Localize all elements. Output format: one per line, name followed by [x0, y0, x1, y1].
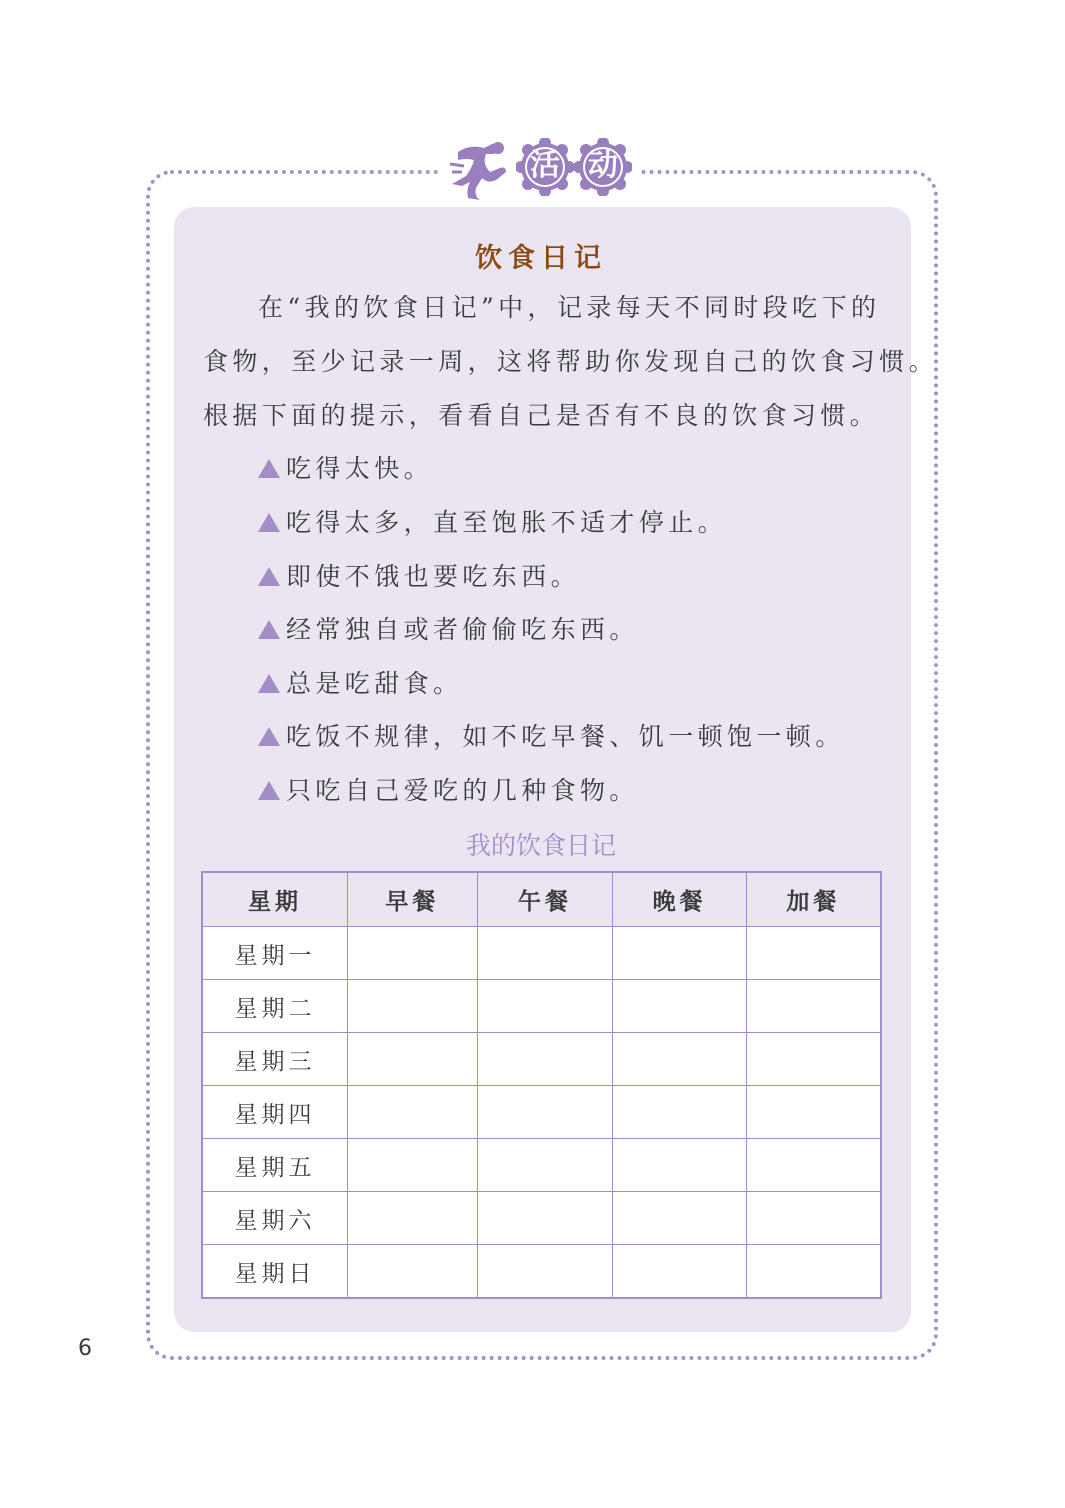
snack-cell[interactable]: [746, 1086, 881, 1139]
dinner-cell[interactable]: [613, 1086, 747, 1139]
row-label: 星期六: [202, 1192, 348, 1245]
bullet-text: 总是吃甜食。: [286, 669, 463, 698]
paragraph-line-2: 食物，至少记录一周，这将帮助你发现自己的饮食习惯。: [203, 347, 939, 376]
triangle-icon: [258, 567, 280, 586]
triangle-icon: [258, 620, 280, 639]
triangle-icon: [258, 459, 280, 478]
bullet-text: 吃得太多，直至饱胀不适才停止。: [286, 508, 728, 537]
lunch-cell[interactable]: [477, 1192, 613, 1245]
bullet-item: [258, 721, 845, 753]
row-label: 星期二: [202, 980, 348, 1033]
lunch-cell[interactable]: [477, 1139, 613, 1192]
table-row: [202, 1086, 881, 1139]
badge-flower-1: [516, 138, 574, 196]
row-label: 星期一: [202, 927, 348, 980]
triangle-icon: [258, 727, 280, 746]
header-dinner: 晚餐: [613, 872, 747, 927]
header-breakfast: 早餐: [348, 872, 478, 927]
snack-cell[interactable]: [746, 1033, 881, 1086]
breakfast-cell[interactable]: [348, 1086, 478, 1139]
snack-cell[interactable]: [746, 1245, 881, 1299]
bullet-item: [258, 561, 580, 593]
breakfast-cell[interactable]: [348, 980, 478, 1033]
breakfast-cell[interactable]: [348, 1245, 478, 1299]
diet-diary-table: [201, 871, 882, 1299]
header-weekday: 星期: [202, 872, 348, 927]
badge-char-2: 动: [588, 148, 618, 183]
lunch-cell[interactable]: [477, 1245, 613, 1299]
breakfast-cell[interactable]: [348, 1139, 478, 1192]
bullet-item: [258, 507, 727, 539]
row-label: 星期三: [202, 1033, 348, 1086]
dinner-cell[interactable]: [613, 1139, 747, 1192]
header-lunch: 午餐: [477, 872, 613, 927]
bullet-item: [258, 668, 462, 700]
snack-cell[interactable]: [746, 927, 881, 980]
table-caption: 我的饮食日记: [465, 831, 616, 860]
dinner-cell[interactable]: [613, 1192, 747, 1245]
snack-cell[interactable]: [746, 1192, 881, 1245]
bullet-item: [258, 775, 639, 807]
breakfast-cell[interactable]: [348, 1033, 478, 1086]
snack-cell[interactable]: [746, 980, 881, 1033]
breakfast-cell[interactable]: [348, 927, 478, 980]
snack-cell[interactable]: [746, 1139, 881, 1192]
table-header-row: [202, 872, 881, 927]
bullet-text: 只吃自己爱吃的几种食物。: [286, 776, 639, 805]
breakfast-cell[interactable]: [348, 1192, 478, 1245]
bullet-text: 吃饭不规律，如不吃早餐、饥一顿饱一顿。: [286, 722, 845, 751]
triangle-icon: [258, 513, 280, 532]
dinner-cell[interactable]: [613, 980, 747, 1033]
lunch-cell[interactable]: [477, 980, 613, 1033]
row-label: 星期日: [202, 1245, 348, 1299]
badge-char-1: 活: [530, 148, 560, 183]
dinner-cell[interactable]: [613, 1245, 747, 1299]
table-row: [202, 1192, 881, 1245]
paragraph-line-1: 在“我的饮食日记”中，记录每天不同时段吃下的: [258, 293, 881, 322]
page-number: 6: [78, 1336, 92, 1361]
table-row: [202, 1245, 881, 1299]
table-row: [202, 980, 881, 1033]
dinner-cell[interactable]: [613, 927, 747, 980]
lunch-cell[interactable]: [477, 1033, 613, 1086]
runner-icon: [448, 138, 518, 204]
dinner-cell[interactable]: [613, 1033, 747, 1086]
table-row: [202, 1139, 881, 1192]
page-title: 饮食日记: [475, 243, 607, 274]
row-label: 星期四: [202, 1086, 348, 1139]
triangle-icon: [258, 781, 280, 800]
lunch-cell[interactable]: [477, 1086, 613, 1139]
bullet-item: [258, 453, 433, 485]
bullet-text: 即使不饿也要吃东西。: [286, 562, 581, 591]
bullet-text: 经常独自或者偷偷吃东西。: [286, 615, 639, 644]
activity-badge: [440, 132, 640, 212]
table-row: [202, 927, 881, 980]
row-label: 星期五: [202, 1139, 348, 1192]
table-row: [202, 1033, 881, 1086]
bullet-item: [258, 614, 639, 646]
header-snack: 加餐: [746, 872, 881, 927]
lunch-cell[interactable]: [477, 927, 613, 980]
triangle-icon: [258, 674, 280, 693]
bullet-text: 吃得太快。: [286, 454, 434, 483]
paragraph-line-3: 根据下面的提示，看看自己是否有不良的饮食习惯。: [203, 401, 880, 430]
badge-flower-2: [574, 138, 632, 196]
